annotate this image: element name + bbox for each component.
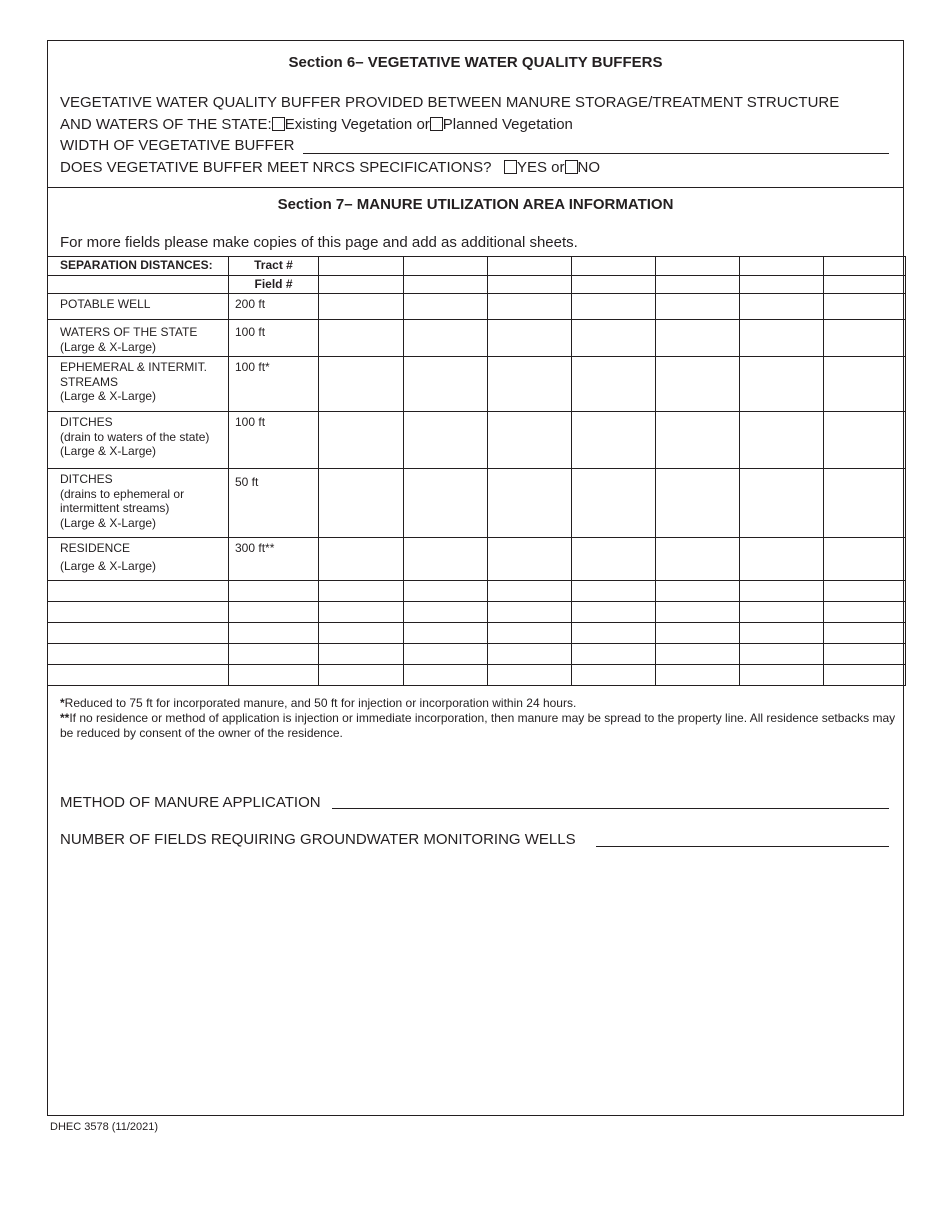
table-input-cell[interactable]	[824, 665, 906, 686]
table-input-cell[interactable]	[740, 665, 824, 686]
table-input-cell[interactable]	[740, 644, 824, 665]
table-input-cell[interactable]	[656, 665, 740, 686]
table-input-cell[interactable]	[656, 294, 740, 320]
row-label-line: DITCHES	[60, 472, 113, 486]
copies-instruction: For more fields please make copies of this page and add as additional sheets.	[60, 234, 578, 251]
table-input-cell[interactable]	[656, 357, 740, 412]
table-input-cell[interactable]	[319, 665, 404, 686]
row-distance: 100 ft	[229, 320, 319, 357]
row-label-line: (drain to waters of the state)	[60, 429, 210, 444]
row-label-waters-of-the-state	[48, 320, 229, 357]
row-label-line: DITCHES	[60, 415, 113, 429]
existing-vegetation-checkbox[interactable]	[272, 117, 285, 131]
buffer-width-label: WIDTH OF VEGETATIVE BUFFER	[60, 137, 295, 154]
table-input-cell[interactable]	[572, 644, 656, 665]
table-input-cell[interactable]	[48, 602, 229, 623]
table-input-cell[interactable]	[404, 581, 488, 602]
table-row	[48, 357, 906, 412]
table-input-cell[interactable]	[404, 469, 488, 538]
buffer-width-field[interactable]	[303, 153, 889, 154]
field-input-cell[interactable]	[824, 276, 906, 294]
table-input-cell[interactable]	[229, 665, 319, 686]
table-input-cell[interactable]	[740, 320, 824, 357]
table-input-cell[interactable]	[488, 469, 572, 538]
table-input-cell[interactable]	[656, 469, 740, 538]
footnote-1-text: Reduced to 75 ft for incorporated manure, and 50 ft for injection or incorporation within 24 hours.	[64, 696, 577, 710]
row-label-line: STREAMS	[60, 374, 119, 389]
row-label-line: WATERS OF THE STATE	[60, 325, 198, 339]
row-distance: 200 ft	[229, 294, 319, 320]
table-input-cell[interactable]	[824, 412, 906, 469]
table-row	[48, 469, 906, 538]
tract-input-cell[interactable]	[488, 257, 572, 276]
table-input-cell[interactable]	[656, 602, 740, 623]
row-label-line: (Large & X-Large)	[60, 339, 157, 354]
table-input-cell[interactable]	[824, 538, 906, 581]
table-input-cell[interactable]	[404, 357, 488, 412]
wells-label: NUMBER OF FIELDS REQUIRING GROUNDWATER MONITORING WELLS	[60, 831, 576, 848]
nrcs-yes-label: YES or	[516, 159, 565, 176]
row-label-ditches-ephemeral	[48, 469, 229, 538]
field-input-cell[interactable]	[656, 276, 740, 294]
table-input-cell[interactable]	[404, 602, 488, 623]
tract-input-cell[interactable]	[319, 257, 404, 276]
table-input-cell[interactable]	[488, 412, 572, 469]
field-input-cell[interactable]	[488, 276, 572, 294]
footnote-1	[60, 696, 900, 711]
row-label-ditches-waters	[48, 412, 229, 469]
table-input-cell[interactable]	[572, 357, 656, 412]
table-input-cell[interactable]	[319, 320, 404, 357]
table-input-cell[interactable]	[488, 538, 572, 581]
table-input-cell[interactable]	[404, 538, 488, 581]
row-label-line: (drains to ephemeral or	[60, 486, 185, 501]
table-input-cell[interactable]	[740, 581, 824, 602]
table-input-cell[interactable]	[319, 581, 404, 602]
footnote-2	[60, 711, 900, 740]
footnote-1-marker: *	[60, 696, 65, 710]
row-label-line: (Large & X-Large)	[60, 444, 157, 458]
table-input-cell[interactable]	[656, 412, 740, 469]
table-row	[48, 538, 906, 581]
nrcs-question: DOES VEGETATIVE BUFFER MEET NRCS SPECIFICATIONS?	[60, 159, 492, 176]
table-input-cell[interactable]	[319, 602, 404, 623]
table-input-cell[interactable]	[740, 538, 824, 581]
table-input-cell[interactable]	[404, 665, 488, 686]
row-label-residence	[48, 538, 229, 581]
row-distance: 300 ft**	[229, 538, 319, 581]
row-distance: 100 ft	[229, 412, 319, 469]
tract-input-cell[interactable]	[824, 257, 906, 276]
table-row	[48, 294, 906, 320]
row-label-line: (Large & X-Large)	[60, 558, 157, 573]
table-input-cell[interactable]	[404, 320, 488, 357]
table-input-cell[interactable]	[488, 602, 572, 623]
table-input-cell[interactable]	[824, 623, 906, 644]
method-field[interactable]	[332, 808, 889, 809]
tract-input-cell[interactable]	[740, 257, 824, 276]
table-input-cell[interactable]	[229, 644, 319, 665]
row-distance: 100 ft*	[229, 357, 319, 412]
form-id: DHEC 3578 (11/2021)	[50, 1121, 159, 1133]
row-label-line: EPHEMERAL & INTERMIT.	[60, 360, 207, 374]
buffer-question-line1: VEGETATIVE WATER QUALITY BUFFER PROVIDED BETWEEN MANURE STORAGE/TREATMENT STRUCTURE	[60, 94, 840, 111]
wells-field[interactable]	[596, 846, 889, 847]
field-row	[48, 276, 906, 294]
table-input-cell[interactable]	[488, 294, 572, 320]
field-input-cell[interactable]	[319, 276, 404, 294]
table-input-cell[interactable]	[488, 320, 572, 357]
section7-title: Section 7– MANURE UTILIZATION AREA INFORMATION	[277, 196, 674, 213]
tract-input-cell[interactable]	[404, 257, 488, 276]
table-input-cell[interactable]	[319, 623, 404, 644]
section-divider	[47, 187, 904, 188]
table-input-cell[interactable]	[229, 623, 319, 644]
table-input-cell[interactable]	[319, 644, 404, 665]
table-input-cell[interactable]	[824, 602, 906, 623]
planned-vegetation-checkbox[interactable]	[430, 117, 443, 131]
field-input-cell[interactable]	[572, 276, 656, 294]
table-input-cell[interactable]	[656, 623, 740, 644]
row-label-line: (Large & X-Large)	[60, 389, 157, 403]
existing-vegetation-label: Existing Vegetation or	[284, 116, 430, 133]
blank-table-row	[48, 623, 906, 644]
nrcs-no-checkbox[interactable]	[565, 160, 578, 174]
table-input-cell[interactable]	[572, 538, 656, 581]
table-input-cell[interactable]	[740, 602, 824, 623]
table-input-cell[interactable]	[404, 412, 488, 469]
table-input-cell[interactable]	[319, 294, 404, 320]
table-input-cell[interactable]	[572, 320, 656, 357]
tract-input-cell[interactable]	[572, 257, 656, 276]
table-input-cell[interactable]	[48, 581, 229, 602]
footnote-2-text: If no residence or method of application is injection or immediate incorporation, then manure may be spread to the property line. All residence setbacks may be reduced by consent of the owner of the residence.	[60, 711, 896, 740]
table-input-cell[interactable]	[404, 644, 488, 665]
table-input-cell[interactable]	[319, 538, 404, 581]
footnote-2-marker: **	[60, 711, 70, 725]
planned-vegetation-label: Planned Vegetation	[442, 116, 573, 133]
field-input-cell[interactable]	[740, 276, 824, 294]
table-input-cell[interactable]	[740, 294, 824, 320]
table-input-cell[interactable]	[572, 623, 656, 644]
table-input-cell[interactable]	[48, 644, 229, 665]
table-input-cell[interactable]	[488, 357, 572, 412]
row-label-ephemeral-streams	[48, 357, 229, 412]
tract-input-cell[interactable]	[656, 257, 740, 276]
buffer-question-prefix: AND WATERS OF THE STATE:	[60, 116, 272, 133]
tract-label: Tract #	[229, 257, 319, 276]
table-row	[48, 412, 906, 469]
table-input-cell[interactable]	[572, 469, 656, 538]
blank-table-row	[48, 665, 906, 686]
row-label-line: (Large & X-Large)	[60, 515, 157, 530]
table-input-cell[interactable]	[319, 412, 404, 469]
nrcs-line	[60, 159, 600, 176]
table-input-cell[interactable]	[488, 644, 572, 665]
nrcs-yes-checkbox[interactable]	[504, 160, 517, 174]
table-input-cell[interactable]	[656, 644, 740, 665]
nrcs-no-label: NO	[577, 159, 601, 176]
table-input-cell[interactable]	[740, 469, 824, 538]
table-input-cell[interactable]	[656, 538, 740, 581]
table-input-cell[interactable]	[824, 469, 906, 538]
table-input-cell[interactable]	[572, 412, 656, 469]
separation-distances-table	[47, 256, 906, 686]
row-distance: 50 ft	[229, 469, 319, 538]
table-input-cell[interactable]	[229, 581, 319, 602]
method-label: METHOD OF MANURE APPLICATION	[60, 794, 321, 811]
table-input-cell[interactable]	[404, 623, 488, 644]
separation-distances-header: SEPARATION DISTANCES:	[48, 257, 229, 276]
table-input-cell[interactable]	[48, 665, 229, 686]
table-input-cell[interactable]	[319, 357, 404, 412]
table-input-cell[interactable]	[824, 357, 906, 412]
table-input-cell[interactable]	[488, 623, 572, 644]
tract-row	[48, 257, 906, 276]
table-input-cell[interactable]	[824, 581, 906, 602]
row-label-line: POTABLE WELL	[60, 297, 151, 311]
table-input-cell[interactable]	[572, 602, 656, 623]
blank-table-row	[48, 644, 906, 665]
table-input-cell[interactable]	[740, 412, 824, 469]
table-input-cell[interactable]	[572, 581, 656, 602]
table-input-cell[interactable]	[824, 294, 906, 320]
table-input-cell[interactable]	[488, 581, 572, 602]
table-input-cell[interactable]	[572, 665, 656, 686]
buffer-question-line2	[60, 116, 573, 133]
table-input-cell[interactable]	[488, 665, 572, 686]
empty-cell	[48, 276, 229, 294]
table-input-cell[interactable]	[229, 602, 319, 623]
section6-title: Section 6– VEGETATIVE WATER QUALITY BUFFERS	[288, 54, 663, 71]
row-label-line: RESIDENCE	[60, 541, 131, 555]
table-input-cell[interactable]	[824, 320, 906, 357]
table-input-cell[interactable]	[824, 644, 906, 665]
table-input-cell[interactable]	[656, 581, 740, 602]
blank-table-row	[48, 581, 906, 602]
table-input-cell[interactable]	[572, 294, 656, 320]
table-row	[48, 320, 906, 357]
field-label: Field #	[229, 276, 319, 294]
table-input-cell[interactable]	[740, 357, 824, 412]
table-input-cell[interactable]	[48, 623, 229, 644]
row-label-line: intermittent streams)	[60, 501, 170, 515]
field-input-cell[interactable]	[404, 276, 488, 294]
table-input-cell[interactable]	[319, 469, 404, 538]
table-input-cell[interactable]	[740, 623, 824, 644]
blank-table-row	[48, 602, 906, 623]
table-input-cell[interactable]	[656, 320, 740, 357]
table-input-cell[interactable]	[404, 294, 488, 320]
row-label-potable-well	[48, 294, 229, 320]
